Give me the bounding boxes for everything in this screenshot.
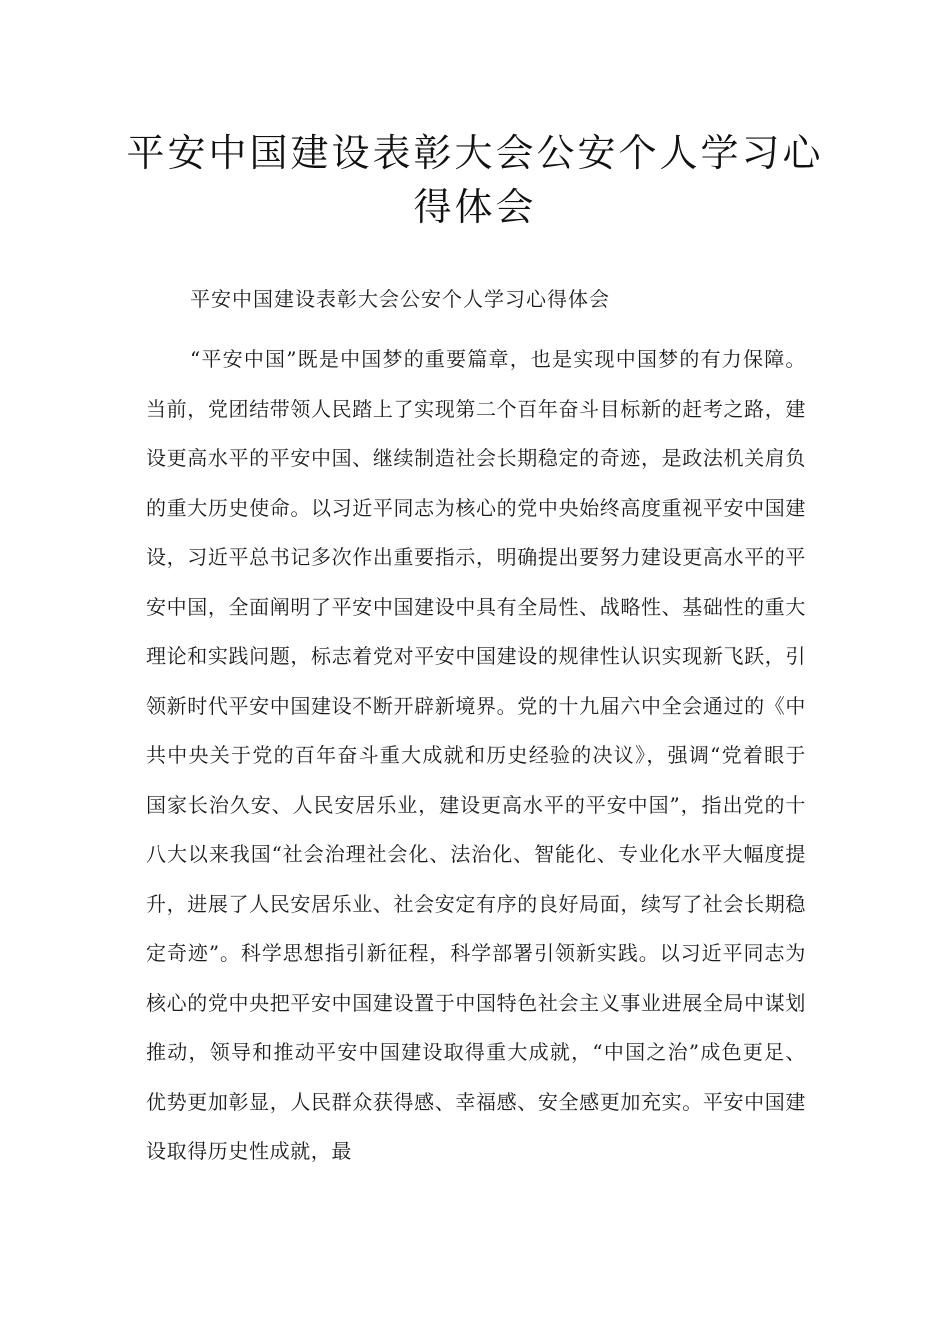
- body-paragraph: “平安中国”既是中国梦的重要篇章，也是实现中国梦的有力保障。当前，党团结带领人民踏上了实现第二个百年奋斗目标新的赶考之路，建设更高水平的平安中国、继续制造社会长期稳定的奇迹，是政法机关肩负的重大历史使命。以习近平同志为核心的党中央始终高度重视平安中国建设，习近平总书记多次作出重要指示，明确提出要努力建设更高水平的平安中国，全面阐明了平安中国建设中具有全局性、战略性、基础性的重大理论和实践问题，标志着党对平安中国建设的规律性认识实现新飞跃，引领新时代平安中国建设不断开辟新境界。党的十九届六中全会通过的《中共中央关于党的百年奋斗重大成就和历史经验的决议》，强调“党着眼于国家长治久安、人民安居乐业，建设更高水平的平安中国”，指出党的十八大以来我国“社会治理社会化、法治化、智能化、专业化水平大幅度提升，进展了人民安居乐业、社会安定有序的良好局面，续写了社会长期稳定奇迹”。科学思想指引新征程，科学部署引领新实践。以习近平同志为核心的党中央把平安中国建设置于中国特色社会主义事业进展全局中谋划推动，领导和推动平安中国建设取得重大成就，“中国之治”成色更足、优势更加彰显，人民群众获得感、幸福感、安全感更加充实。平安中国建设取得历史性成就，最: [146, 347, 806, 1163]
- document-title: 平安中国建设表彰大会公安个人学习心得体会: [126, 131, 824, 229]
- document-subtitle: 平安中国建设表彰大会公安个人学习心得体会: [190, 287, 610, 311]
